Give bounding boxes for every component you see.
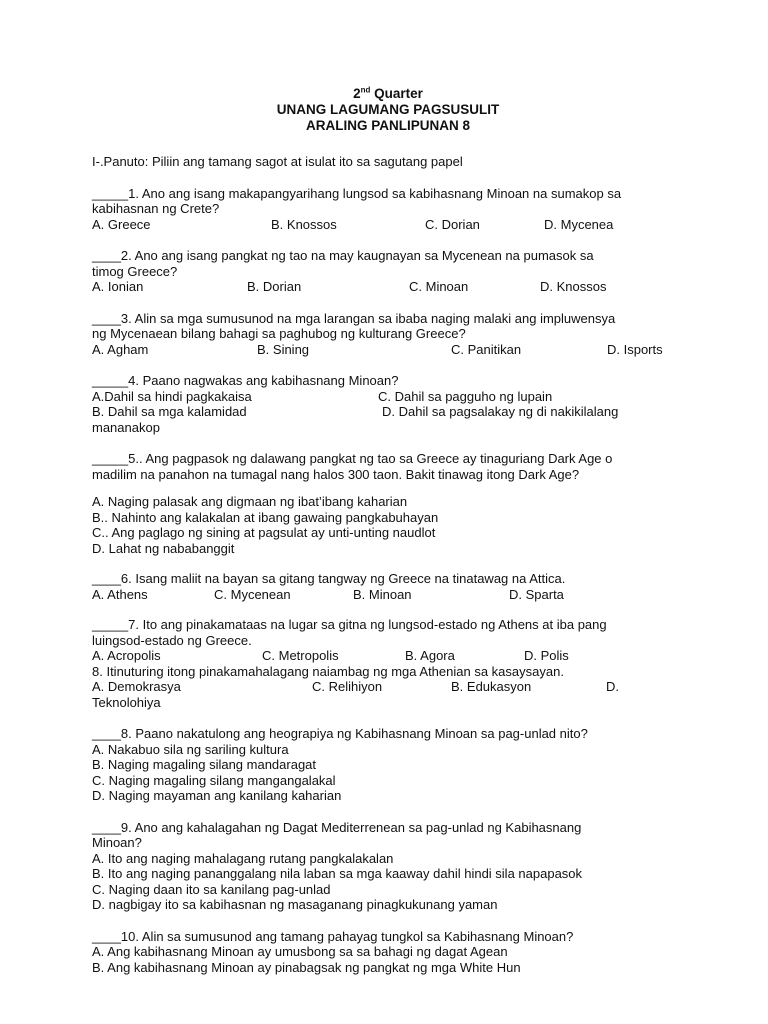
question-8 xyxy=(92,726,684,804)
question-stem-cont: madilim na panahon na tumagal nang halos 300 taon. Bakit tinawag itong Dark Age? xyxy=(92,466,580,482)
choice-b: B. Dorian xyxy=(247,279,302,294)
question-stem: ____8. Paano nakatulong ang heograpiya ng Kabihasnang Minoan sa pag-unlad nito? xyxy=(92,726,588,741)
choice-a: A. Agham xyxy=(92,341,149,357)
choice-c: C. Panitikan xyxy=(451,341,522,357)
choice-d: D. Mycenea xyxy=(544,216,614,232)
choices-row xyxy=(92,587,684,603)
choice-d: D. Naging mayaman ang kanilang kaharian xyxy=(92,788,342,803)
choice-d-cont: Teknolohiya xyxy=(92,694,161,710)
choice-c: C. Relihiyon xyxy=(312,679,383,694)
question-stem-cont: ng Mycenaean bilang bahagi sa paghubog ng kulturang Greece? xyxy=(92,326,466,341)
choices-row xyxy=(92,679,684,695)
choice-d: D. xyxy=(606,679,619,694)
choice-d: D. Isports xyxy=(607,341,663,357)
question-stem: ____6. Isang maliit na bayan sa gitang tangway ng Greece na tinatawag na Attica. xyxy=(92,571,566,586)
question-stem-cont: Minoan? xyxy=(92,835,142,850)
subject-title: ARALING PANLIPUNAN 8 xyxy=(305,118,470,133)
choice-a: A. Athens xyxy=(92,586,148,602)
choice-c: C. Naging magaling silang mangangalakal xyxy=(92,772,336,788)
question-7 xyxy=(92,617,684,710)
choices-row xyxy=(92,389,684,405)
choice-b: B. Minoan xyxy=(353,586,412,602)
choice-a: A. Ionian xyxy=(92,279,144,294)
question-stem: ____10. Alin sa sumusunod ang tamang pahayag tungkol sa Kabihasnang Minoan? xyxy=(92,928,574,944)
choice-c: C. Dorian xyxy=(425,216,480,232)
choice-b: B. Ang kabihasnang Minoan ay pinabagsak ng pangkat ng mga White Hun xyxy=(92,959,521,975)
question-stem: ____2. Ano ang isang pangkat ng tao na may kaugnayan sa Mycenean na pumasok sa xyxy=(92,248,594,263)
question-1 xyxy=(92,186,684,233)
question-3 xyxy=(92,311,684,358)
choices-row xyxy=(92,217,684,233)
question-stem: _____4. Paano nagwakas ang kabihasnang Minoan? xyxy=(92,373,399,388)
question-stem: _____5.. Ang pagpasok ng dalawang pangkat ng tao sa Greece ay tinaguriang Dark Age o xyxy=(92,451,613,466)
question-stem: ____9. Ano ang kahalagahan ng Dagat Mediterrenean sa pag-unlad ng Kabihasnang xyxy=(92,819,582,835)
choice-d: D. Dahil sa pagsalakay ng di nakikilalang xyxy=(382,404,619,419)
question-8a-stem: 8. Itinuturing itong pinakamahalagang naiambag ng mga Athenian sa kasaysayan. xyxy=(92,663,564,679)
choice-a: A. Naging palasak ang digmaan ng ibat’ibang kaharian xyxy=(92,494,408,509)
choice-d: D. Sparta xyxy=(509,586,564,602)
question-9 xyxy=(92,820,684,913)
choice-c: C.. Ang paglago ng sining at pagsulat ay unti-unting naudlot xyxy=(92,525,436,540)
choice-c: C. Minoan xyxy=(409,279,469,294)
choice-a: A. Ang kabihasnang Minoan ay umusbong sa sa bahagi ng dagat Agean xyxy=(92,944,508,959)
choice-a: A.Dahil sa hindi pagkakaisa xyxy=(92,388,252,404)
choice-c: C. Dahil sa pagguho ng lupain xyxy=(378,388,553,404)
question-2 xyxy=(92,248,684,295)
question-4 xyxy=(92,373,684,435)
question-5 xyxy=(92,451,684,556)
choice-c: C. Metropolis xyxy=(262,648,339,663)
choice-b: B. Dahil sa mga kalamidad xyxy=(92,404,247,419)
exam-title: UNANG LAGUMANG PAGSUSULIT xyxy=(276,102,500,117)
question-stem: _____7. Ito ang pinakamataas na lugar sa gitna ng lungsod-estado ng Athens at iba pang xyxy=(92,617,607,632)
choice-d: D. nagbigay ito sa kabihasnan ng masaganang pinagkukunang yaman xyxy=(92,897,498,912)
choice-a: A. Demokrasya xyxy=(92,679,181,694)
document-header xyxy=(92,86,684,134)
instructions: I-.Panuto: Piliin ang tamang sagot at isulat ito sa sagutang papel xyxy=(92,154,463,169)
question-stem: _____1. Ano ang isang makapangyarihang lungsod sa kabihasnang Minoan na sumakop sa xyxy=(92,185,622,201)
choice-a: A. Nakabuo sila ng sariling kultura xyxy=(92,741,289,757)
choice-d: D. Polis xyxy=(524,648,569,663)
question-10 xyxy=(92,929,684,976)
question-stem: ____3. Alin sa mga sumusunod na mga larangan sa ibaba naging malaki ang impluwensya xyxy=(92,310,616,326)
choices-row xyxy=(92,342,684,358)
choice-b: B. Sining xyxy=(257,341,310,357)
choices-row xyxy=(92,648,684,664)
question-stem-cont: luingsod-estado ng Greece. xyxy=(92,632,252,648)
choice-d: D. Knossos xyxy=(540,279,607,294)
choices-row xyxy=(92,404,684,420)
quarter-heading: 2nd Quarter xyxy=(353,85,423,101)
choice-d-cont: mananakop xyxy=(92,419,160,435)
choice-d: D. Lahat ng nababanggit xyxy=(92,540,235,556)
choice-b: B. Knossos xyxy=(271,216,337,232)
question-stem-cont: kabihasnan ng Crete? xyxy=(92,201,220,216)
choice-b: B. Agora xyxy=(405,648,455,663)
question-6 xyxy=(92,571,684,602)
choices-row xyxy=(92,279,684,295)
choice-c: C. Mycenean xyxy=(214,586,291,602)
choice-c: C. Naging daan ito sa kanilang pag-unlad xyxy=(92,881,331,897)
choice-b: B. Naging magaling silang mandaragat xyxy=(92,757,317,772)
choice-b: B. Edukasyon xyxy=(451,679,532,694)
choice-b: B.. Nahinto ang kalakalan at ibang gawaing pangkabuhayan xyxy=(92,509,439,525)
choice-b: B. Ito ang naging pananggalang nila laban sa mga kaaway dahil hindi sila napapasok xyxy=(92,866,583,881)
exam-page xyxy=(92,86,684,975)
question-stem-cont: timog Greece? xyxy=(92,263,178,279)
choice-a: A. Acropolis xyxy=(92,648,161,663)
choice-a: A. Ito ang naging mahalagang rutang pangkalakalan xyxy=(92,850,394,866)
choice-a: A. Greece xyxy=(92,216,151,232)
